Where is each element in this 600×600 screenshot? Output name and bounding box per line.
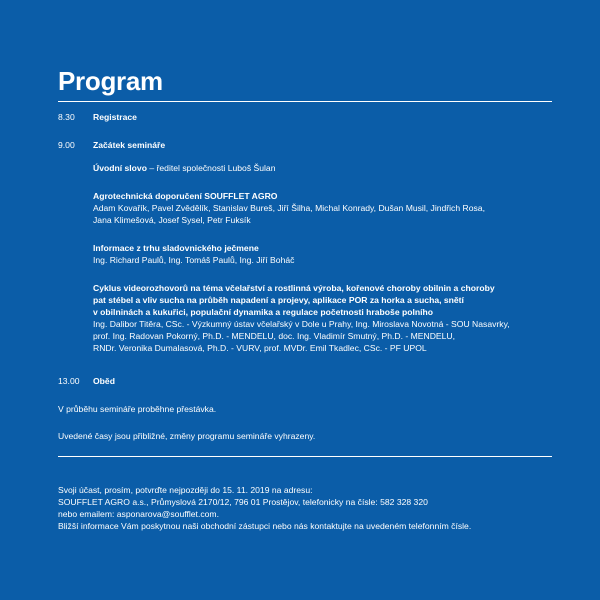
time-label: 9.00: [58, 140, 75, 150]
item-title: Oběd: [93, 376, 115, 386]
intro-line: [93, 162, 553, 174]
disclaimer-note: Uvedené časy jsou přibližné, změny programu semináře vyhrazeny.: [58, 431, 316, 441]
agro-speakers-line: Jana Klimešová, Josef Sysel, Petr Fuksík: [93, 215, 251, 225]
page-title: Program: [58, 66, 163, 96]
video-heading-line: pat stébel a vliv sucha na průběh napadení a projevy, aplikace POR za horka a sucha, snětí: [93, 295, 464, 305]
video-speakers-line: RNDr. Veronika Dumalasová, Ph.D. - VURV, prof. MVDr. Emil Tkadlec, CSc. - PF UPOL: [93, 343, 427, 353]
video-speakers-line: prof. Ing. Radovan Pokorný, Ph.D. - MENDELU, doc. Ing. Vladimír Smutný, Ph.D. - MENDELU,: [93, 331, 456, 341]
intro-text: – ředitel společnosti Luboš Šulan: [146, 163, 276, 173]
bottom-divider: [58, 456, 552, 457]
contact-block: [58, 484, 552, 532]
time-label: 13.00: [58, 376, 80, 386]
contact-line: Svoji účast, prosím, potvrďte nejpozději do 15. 11. 2019 na adresu:: [58, 485, 313, 495]
agro-speakers-line: Adam Kovařík, Pavel Zvědělík, Stanislav Bureš, Jiří Šilha, Michal Konrady, Dušan Musil, Jindřich Rosa,: [93, 203, 485, 213]
intro-heading: Úvodní slovo: [93, 163, 147, 173]
time-label: 8.30: [58, 112, 75, 122]
market-block: [93, 242, 553, 266]
agro-heading: Agrotechnická doporučení SOUFFLET AGRO: [93, 191, 278, 201]
contact-line: Bližší informace Vám poskytnou naši obchodní zástupci nebo nás kontaktujte na uvedeném telefonním čísle.: [58, 521, 472, 531]
break-note: V průběhu semináře proběhne přestávka.: [58, 404, 217, 414]
video-heading-line: v obilninách a kukuřici, populační dynamika a regulace početnosti hraboše polního: [93, 307, 434, 317]
contact-line: SOUFFLET AGRO a.s., Průmyslová 2170/12, 796 01 Prostějov, telefonicky na čísle: 582 328 320: [58, 497, 428, 507]
video-speakers-line: Ing. Dalibor Titěra, CSc. - Výzkumný ústav včelařský v Dole u Prahy, Ing. Miroslava Novotná - SOU Nasavrky,: [93, 319, 510, 329]
contact-line: nebo emailem: asponarova@soufflet.com.: [58, 509, 219, 519]
agro-block: [93, 190, 553, 226]
top-divider: [58, 101, 552, 102]
market-speakers: Ing. Richard Paulů, Ing. Tomáš Paulů, Ing. Jiří Boháč: [93, 255, 295, 265]
item-title: Registrace: [93, 112, 137, 122]
video-block: [93, 282, 553, 354]
item-title: Začátek semináře: [93, 140, 166, 150]
market-heading: Informace z trhu sladovnického ječmene: [93, 243, 259, 253]
video-heading-line: Cyklus videorozhovorů na téma včelařství a rostlinná výroba, kořenové choroby obilnin a choroby: [93, 283, 495, 293]
